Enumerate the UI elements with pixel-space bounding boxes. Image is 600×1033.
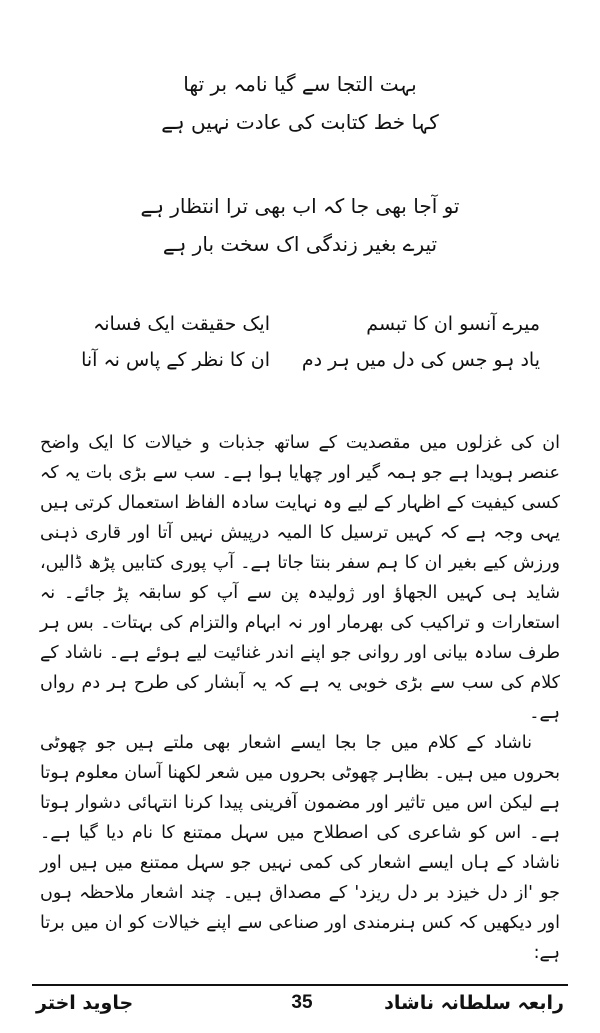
couplet-right-line-2: یاد ہو جس کی دل میں ہر دم — [301, 349, 540, 371]
prose-paragraph-2: ناشاد کے کلام میں جا بجا ایسے اشعار بھی ملتے ہیں جو چھوٹی بحروں میں ہیں۔ بظاہر چھوٹی بحروں میں شعر لکھنا آسان معلوم ہوتا ہے لیکن اس میں تاثیر اور مضمون آفرینی پیدا کرنا انتہائی دشوار ہوتا ہے۔ اس کو شاعری کی اصطلاح میں سہل ممتنع کا نام دیا گیا ہے۔ ناشاد کے ہاں ایسے اشعار کی کمی نہیں جو سہل ممتنع میں ہیں اور جو 'از دل خیزد بر دل ریزد' کے مصداق ہیں۔ چند اشعار ملاحظہ ہوں اور دیکھیں کہ کس ہنرمندی اور صناعی سے اپنے خیالات کو ان میں برتا ہے: — [40, 733, 560, 963]
footer-author: جاوید اختر — [36, 992, 134, 1014]
page-number: 35 — [291, 992, 313, 1013]
verse-line-3: تو آجا بھی جا کہ اب بھی ترا انتظار ہے — [140, 194, 460, 218]
verse-line-1: بہت التجا سے گیا نامہ بر تھا — [183, 72, 417, 96]
footer-rule — [32, 984, 568, 986]
couplet-left-line-2: ان کا نظر کے پاس نہ آنا — [81, 349, 270, 371]
footer-book-title: رابعہ سلطانہ ناشاد — [384, 992, 564, 1014]
couplet-left-line-1: ایک حقیقت ایک فسانہ — [93, 313, 270, 335]
couplet-right-line-1: میرے آنسو ان کا تبسم — [366, 313, 540, 335]
prose-paragraph-1: ان کی غزلوں میں مقصدیت کے ساتھ جذبات و خیالات کا ایک واضح عنصر ہویدا ہے جو ہمہ گیر اور چھایا ہوا ہے۔ سب سے بڑی بات یہ کہ کسی کیفیت کے اظہار کے لیے وہ نہایت سادہ الفاظ استعمال کرتی ہیں یہی وجہ ہے کہ کہیں ترسیل کا المیہ درپیش نہیں آتا اور قاری ذہنی ورزش کیے بغیر ان کا ہم سفر بنتا جاتا ہے۔ آپ پوری کتابیں پڑھ ڈالیں، شاید ہی کہیں الجھاؤ اور ژولیدہ پن سے آپ کو سابقہ پڑ جائے۔ نہ استعارات و تراکیب کی بھرمار اور نہ ابہام والتزام کی بہتات۔ بس ہر طرف سادہ بیانی اور روانی جو اپنے اندر غنائیت لیے ہوئے ہے۔ ناشاد کے کلام کی سب سے بڑی خوبی یہ ہے کہ یہ آبشار کی طرح ہر دم رواں ہے۔ — [40, 433, 560, 723]
verse-line-4: تیرے بغیر زندگی اک سخت بار ہے — [162, 232, 438, 256]
prose-body — [40, 428, 560, 968]
verse-line-2: کہا خط کتابت کی عادت نہیں ہے — [161, 110, 439, 134]
